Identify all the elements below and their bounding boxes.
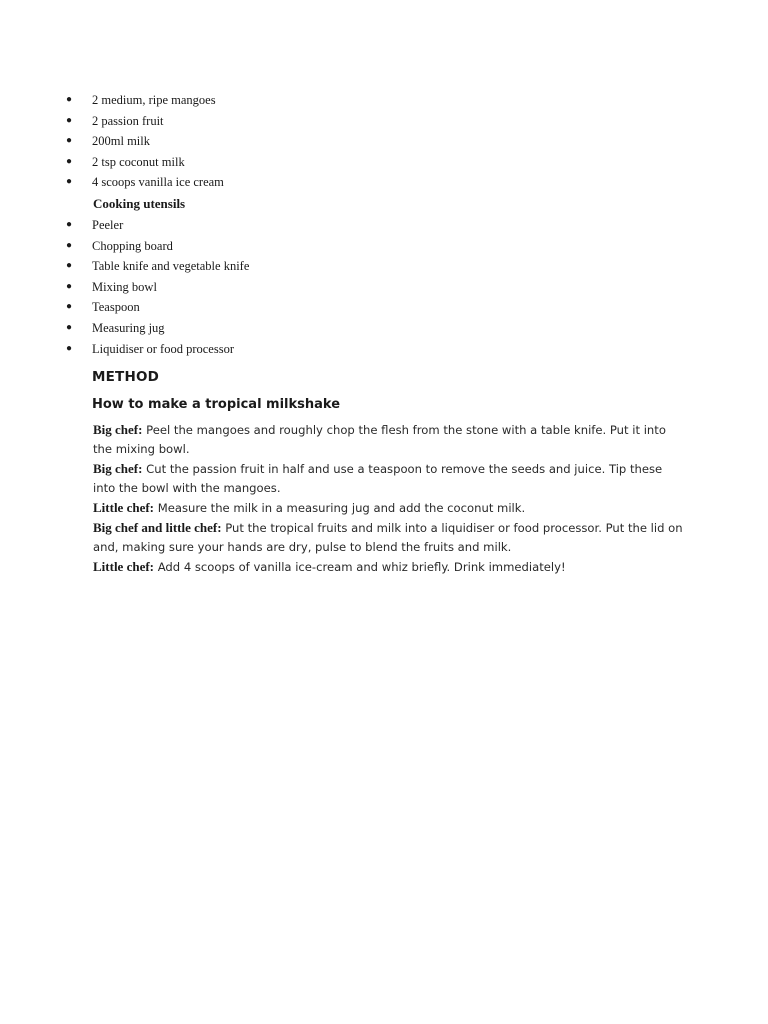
step-role: Big chef and little chef: [93,520,222,535]
list-item [0,297,249,318]
bullet-icon: ● [66,94,73,105]
step-role: Big chef: [93,422,143,437]
utensil-text: Measuring jug [92,320,165,335]
bullet-icon: ● [66,114,73,126]
utensil-text: Liquidiser or food processor [92,341,234,356]
utensils-heading: Cooking utensils [93,196,186,211]
list-item [0,236,249,257]
bullet-icon: ● [66,155,73,167]
method-step [93,420,683,459]
list-item [0,131,224,152]
list-item [0,90,224,111]
list-item [0,152,224,173]
method-step [93,459,683,498]
bullet-icon: ● [66,219,73,230]
bullet-icon: ● [66,301,73,313]
bullet-icon: ● [66,260,73,272]
method-step [93,557,683,577]
method-steps [93,420,683,577]
ingredient-text: 2 medium, ripe mangoes [92,93,216,107]
bullet-icon: ● [66,135,73,147]
method-step [93,498,683,518]
step-text: Measure the milk in a measuring jug and add the coconut milk. [157,501,526,515]
utensil-text: Peeler [92,218,124,232]
list-item [0,172,224,193]
list-item [0,215,249,236]
method-heading: METHOD [92,369,160,385]
step-text: Put the tropical fruits and milk into a liquidiser or food processor. Put the lid on and, making sure your hands are dry, pulse to blend the fruits and milk. [93,521,683,554]
bullet-icon: ● [66,342,73,354]
list-item [0,111,224,132]
utensil-text: Teaspoon [92,300,140,315]
step-role: Little chef: [93,500,155,515]
utensil-text: Table knife and vegetable knife [92,259,250,274]
utensils-list [0,215,249,359]
step-text: Peel the mangoes and roughly chop the flesh from the stone with a table knife. Put it into the mixing bowl. [93,423,666,456]
list-item [0,339,249,360]
step-role: Big chef: [93,461,143,476]
ingredient-text: 4 scoops vanilla ice cream [92,175,224,190]
bullet-icon: ● [66,176,73,188]
ingredient-text: 2 tsp coconut milk [92,154,185,169]
utensil-text: Mixing bowl [92,279,157,294]
step-role: Little chef: [93,559,155,574]
ingredient-text: 2 passion fruit [92,113,164,128]
bullet-icon: ● [66,321,73,333]
ingredients-list [0,90,224,193]
step-text: Add 4 scoops of vanilla ice-cream and whiz briefly. Drink immediately! [157,560,566,574]
ingredient-text: 200ml milk [92,134,150,149]
utensil-text: Chopping board [92,238,173,253]
bullet-icon: ● [66,280,73,292]
list-item [0,318,249,339]
howto-heading: How to make a tropical milkshake [92,397,341,412]
step-text: Cut the passion fruit in half and use a teaspoon to remove the seeds and juice. Tip these into the bowl with the mangoes. [93,462,663,495]
method-step [93,518,683,557]
bullet-icon: ● [66,239,73,251]
list-item [0,256,249,277]
list-item [0,277,249,298]
